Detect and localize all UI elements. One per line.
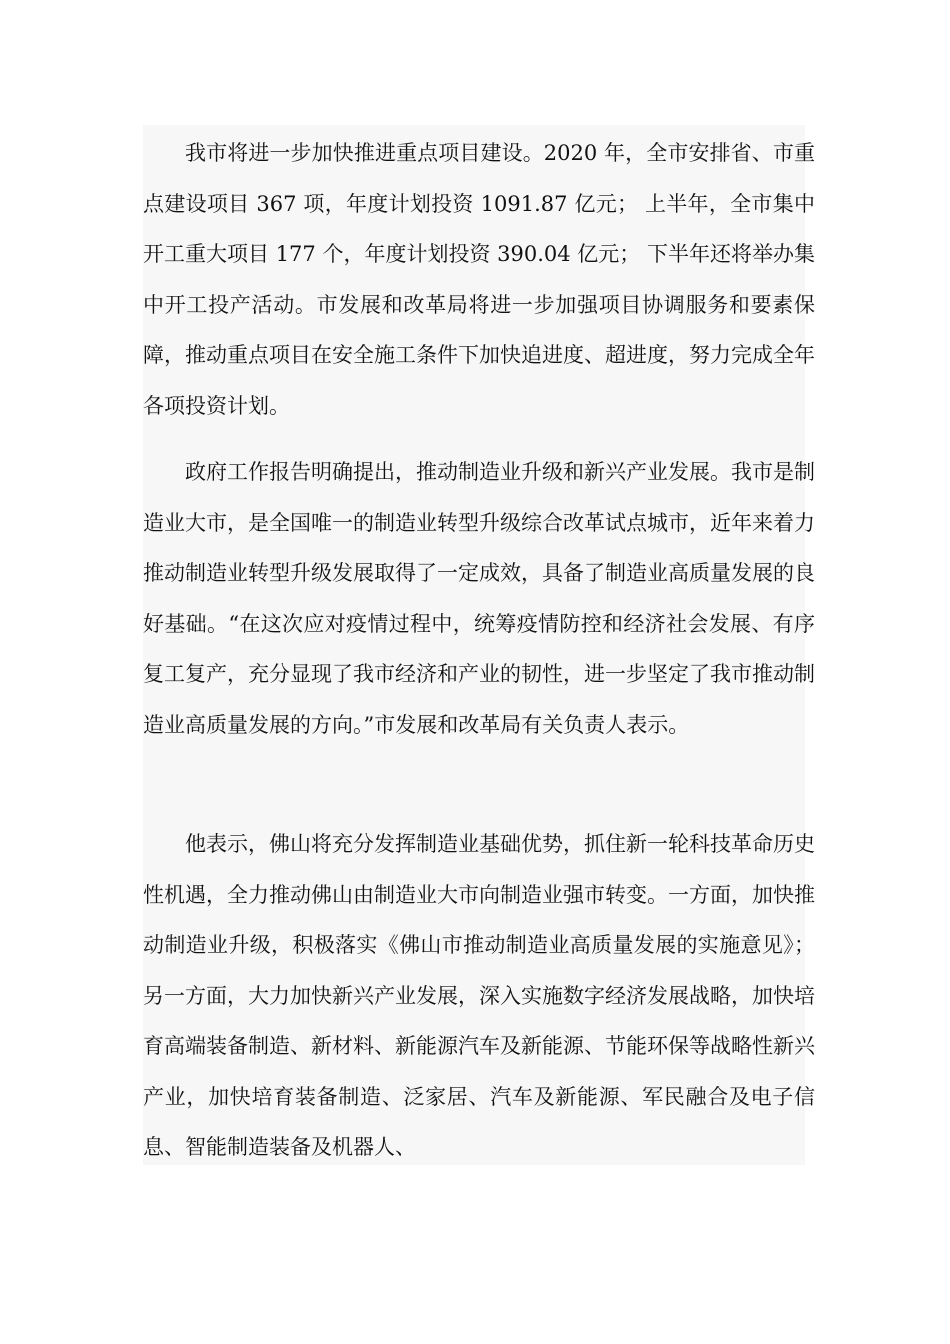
paragraph-manufacturing-upgrade: 政府工作报告明确提出，推动制造业升级和新兴产业发展。我市是制造业大市，是全国唯一的制造业转型升级综合改革试点城市，近年来着力推动制造业转型升级发展取得了一定成效，具备了制造业高质量发展的良好基础。“在这次应对疫情过程中，统筹疫情防控和经济社会发展、有序复工复产，充分显现了我市经济和产业的韧性，进一步坚定了我市推动制造业高质量发展的方向。”市发展和改革局有关负责人表示。: [143, 460, 815, 737]
paragraph-foshan-strategy: 他表示，佛山将充分发挥制造业基础优势，抓住新一轮科技革命历史性机遇，全力推动佛山由制造业大市向制造业强市转变。一方面，加快推动制造业升级，积极落实《佛山市推动制造业高质量发展的实施意见》； 另一方面，大力加快新兴产业发展，深入实施数字经济发展战略，加快培育高端装备制造、新材料、新能源汽车及新能源、节能环保等战略性新兴产业，加快培育装备制造、泛家居、汽车及新能源、军民融合及电子信息、智能制造装备及机器人、: [143, 832, 815, 1159]
text-block: [143, 125, 815, 1165]
paragraph-project-construction: 我市将进一步加快推进重点项目建设。2020 年，全市安排省、市重点建设项目 367 项，年度计划投资 1091.87 亿元； 上半年，全市集中开工重大项目 177 个，年度计划投资 390.04 亿元； 下半年还将举办集中开工投产活动。市发展和改革局将进一步加强项目协调服务和要素保障，推动重点项目在安全施工条件下加快追进度、超进度，努力完成全年各项投资计划。: [143, 141, 815, 418]
